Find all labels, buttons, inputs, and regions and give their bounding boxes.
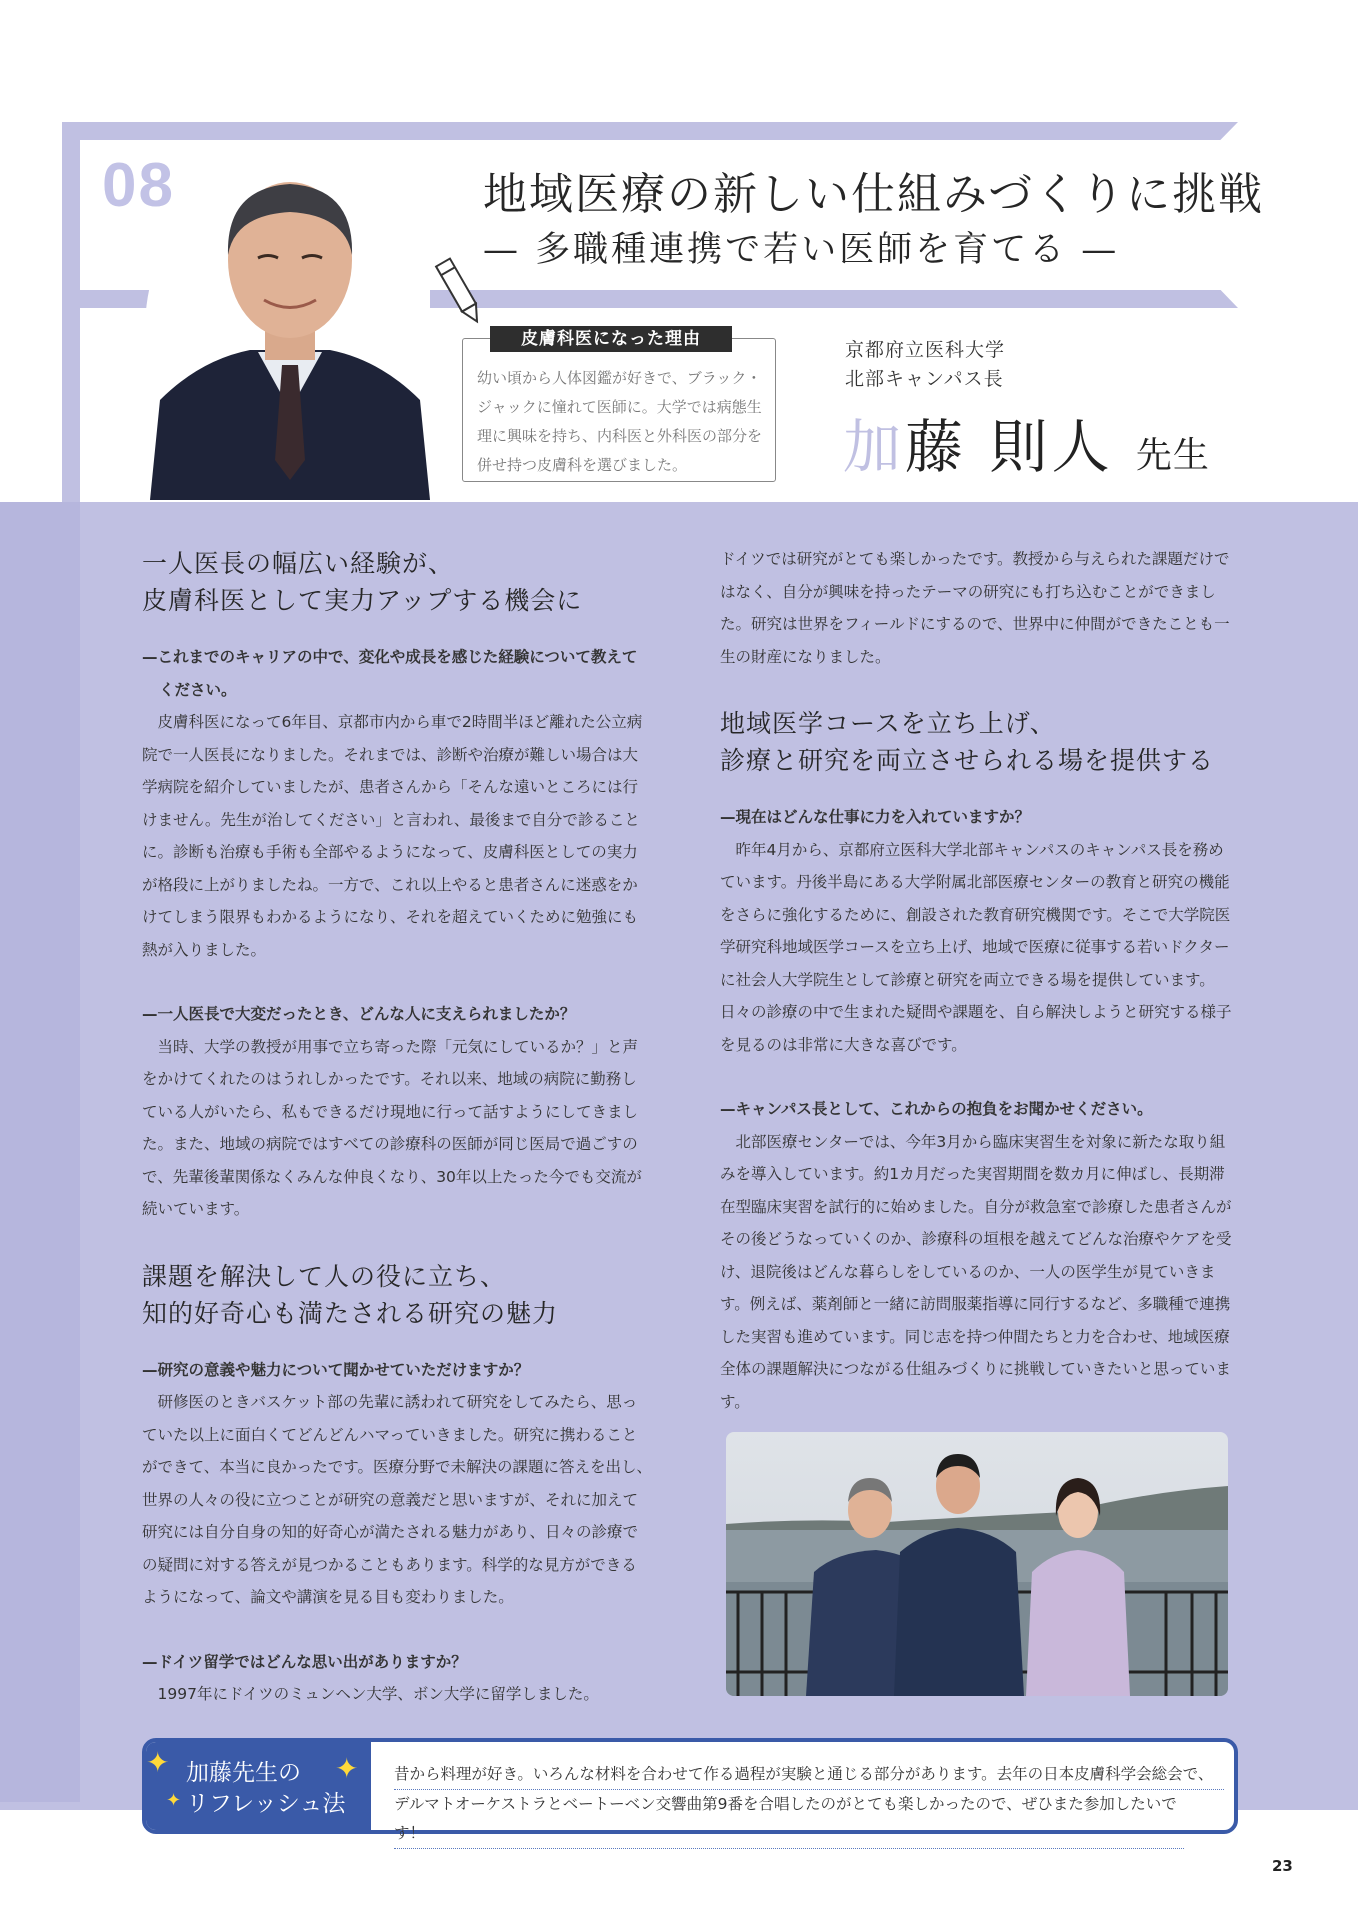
affiliation-position: 北部キャンパス長 <box>845 368 1004 390</box>
sparkle-icon: ✦ <box>146 1746 170 1779</box>
answer: 北部医療センターでは、今年3月から臨床実習生を対象に新たな取り組みを導入しています。約1カ月だった実習期間を数カ月に伸ばし、長期滞在型臨床実習を試行的に始めました。自分が救急室で診療した患者さんがその後どうなっていくのか、診療科の垣根を越えてどんな治療やケアを受け、退院後はどんな暮らしをしているのか、一人の医学生が見ていきます。例えば、薬剤師と一緒に訪問服薬指導に同行するなど、多職種で連携した実習も進めています。同じ志を持つ仲間たちと力を合わせ、地域医療全体の課題解決につながる仕組みづくりに挑戦していきたいと思っています。 <box>720 1132 1232 1411</box>
question: —ドイツ留学ではどんな思い出がありますか？ <box>142 1652 467 1671</box>
header-frame-top <box>62 122 1238 140</box>
heading-line: 診療と研究を両立させられる場を提供する <box>720 746 1215 775</box>
section-heading-3 <box>720 705 1232 779</box>
refresh-text <box>394 1760 1224 1849</box>
reason-text: 幼い頃から人体図鑑が好きで、ブラック・ジャックに憧れて医師に。大学では病態生理に興味を持ち、内科医と外科医の部分を併せ持つ皮膚科を選びました。 <box>477 369 763 474</box>
question: —一人医長で大変だったとき、どんな人に支えられましたか？ <box>142 1005 576 1023</box>
body-left-strip <box>0 502 80 1802</box>
team-photo <box>726 1432 1228 1696</box>
heading-line: 一人医長の幅広い経験が、 <box>142 549 455 578</box>
answer: 研修医のときバスケット部の先輩に誘われて研究をしてみたら、思っていた以上に面白くてどんどんハマっていきました。研究に携わることができて、本当に良かったです。医療分野で未解決の課題に答えを出し、世界の人々の役に立つことが研究の意義だと思いますが、それに加えて研究には自分自身の知的好奇心が満たされる魅力があり、日々の診療での疑問に対する答えが見つかることもあります。科学的な見方ができるようになって、論文や講演を見る目も変わりました。 <box>142 1393 652 1606</box>
article-number: 08 <box>102 151 175 220</box>
portrait-photo <box>140 160 430 500</box>
answer-continued: ドイツでは研究がとても楽しかったです。教授から与えられた課題だけではなく、自分が興味を持ったテーマの研究にも打ち込むことができました。研究は世界をフィールドにするので、世界中に仲間ができたことも一生の財産になりました。 <box>720 550 1230 666</box>
doctor-name <box>843 400 1210 484</box>
answer: 1997年にドイツのミュンヘン大学、ボン大学に留学しました。 <box>157 1685 599 1703</box>
heading-line: 地域医学コースを立ち上げ、 <box>720 709 1056 738</box>
sparkle-icon: ✦ <box>335 1752 359 1785</box>
article-column-right <box>720 543 1232 1418</box>
reason-label: 皮膚科医になった理由 <box>490 326 732 352</box>
refresh-title-line: リフレッシュ法 <box>186 1791 346 1817</box>
heading-line: 皮膚科医として実力アップする機会に <box>142 586 583 615</box>
refresh-title <box>186 1758 345 1820</box>
question: —キャンパス長として、これからの抱負をお聞かせください。 <box>720 1100 1153 1118</box>
question: —現在はどんな仕事に力を入れていますか？ <box>720 808 1031 826</box>
answer: 皮膚科医になって6年目、京都市内から車で2時間半ほど離れた公立病院で一人医長になりました。それまでは、診断や治療が難しい場合は大学病院を紹介していましたが、患者さんから「そんな遠いところには行けません。先生が治してください」と言われ、最後まで自分で診ることに。診断も治療も手術も全部やるようになって、皮膚科医としての実力が格段に上がりましたね。一方で、これ以上やると患者さんに迷惑をかけてしまう限界もわかるようになり、それを超えていくために勉強にも熱が入りました。 <box>142 713 643 959</box>
answer: 昨年4月から、京都府立医科大学北部キャンパスのキャンパス長を務めています。丹後半島にある大学附属北部医療センターの教育と研究の機能をさらに強化するために、創設された教育研究機関です。そこで大学院医学研究科地域医学コースを立ち上げ、地域で医療に従事する若いドクターに社会人大学院生として診療と研究を両立できる場を提供しています。日々の診療の中で生まれた疑問や課題を、自ら解決しようと研究する様子を見るのは非常に大きな喜びです。 <box>720 840 1232 1054</box>
refresh-title-line: 加藤先生の <box>186 1760 301 1786</box>
refresh-line: デルマトオーケストラとベートーベン交響曲第9番を合唱したのがとても楽しかったので、ぜひまた参加したいです！ <box>394 1790 1184 1849</box>
honorific: 先生 <box>1135 435 1210 476</box>
section-heading-1 <box>142 545 652 619</box>
name-first-char: 加 <box>843 413 906 481</box>
affiliation-university: 京都府立医科大学 <box>845 339 1006 361</box>
heading-line: 知的好奇心も満たされる研究の魅力 <box>142 1298 559 1328</box>
question: —研究の意義や魅力について聞かせていただけますか？ <box>142 1360 530 1379</box>
name-rest: 藤 則人 <box>905 413 1114 481</box>
page-title: 地域医療の新しい仕組みづくりに挑戦 <box>483 169 1265 220</box>
page-subtitle: — 多職種連携で若い医師を育てる — <box>483 230 1120 270</box>
question: —これまでのキャリアの中で、変化や成長を感じた経験について教えてください。 <box>142 648 638 699</box>
heading-line: 課題を解決して人の役に立ち、 <box>142 1261 507 1291</box>
refresh-line: 昔から料理が好き。いろんな材料を合わせて作る過程が実験と通じる部分があります。去年の日本皮膚科学会総会で、 <box>394 1760 1224 1790</box>
answer: 当時、大学の教授が用事で立ち寄った際「元気にしているか？」と声をかけてくれたのはうれしかったです。それ以来、地域の病院に勤務している人がいたら、私もできるだけ現地に行って話すようにしてきました。また、地域の病院ではすべての診療科の医師が同じ医局で過ごすので、先輩後輩関係なくみんな仲良くなり、30年以上たった今でも交流が続いています。 <box>142 1037 642 1218</box>
pen-icon <box>430 254 490 330</box>
header-frame-left <box>62 122 80 502</box>
sparkle-icon: ✦ <box>166 1790 182 1811</box>
section-heading-2 <box>142 1258 652 1332</box>
page-number: 23 <box>1272 1857 1293 1875</box>
article-column-left <box>142 545 652 1711</box>
